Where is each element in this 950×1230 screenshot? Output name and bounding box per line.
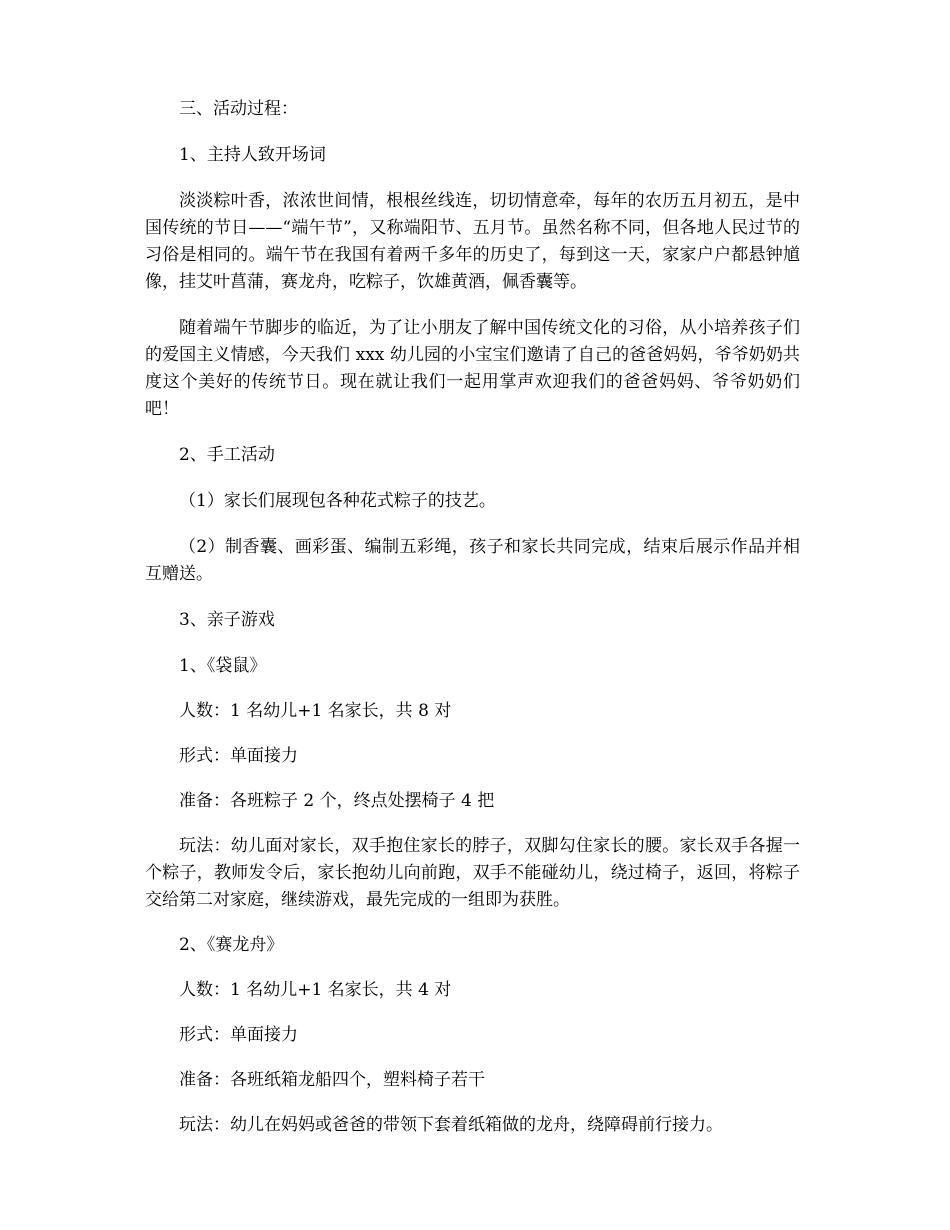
game-detail: 人数：1 名幼儿+1 名家长，共 8 对	[179, 701, 452, 721]
body-paragraph: 随着端午节脚步的临近，为了让小朋友了解中国传统文化的习俗，从小培养孩子们的爱国主义情感，今天我们 xxx 幼儿园的小宝宝们邀请了自己的爸爸妈妈，爷爷奶奶共度这个美好的传统节日。现在就让我们一起用掌声欢迎我们的爸爸妈妈、爷爷奶奶们吧！	[145, 318, 800, 419]
body-paragraph: 淡淡粽叶香，浓浓世间情，根根丝线连，切切情意牵，每年的农历五月初五，是中国传统的节日——“端午节”，又称端阳节、五月节。虽然名称不同，但各地人民过节的习俗是相同的。端午节在我国有着两千多年的历史了，每到这一天，家家户户都悬钟馗像，挂艾叶菖蒲，赛龙舟，吃粽子，饮雄黄酒，佩香囊等。	[145, 191, 800, 292]
subsection-heading: 3、亲子游戏	[179, 610, 275, 630]
game-detail: 形式：单面接力	[179, 746, 298, 766]
game-detail: 形式：单面接力	[179, 1025, 298, 1045]
game-detail: 准备：各班粽子 2 个，终点处摆椅子 4 把	[179, 791, 495, 811]
game-detail: 准备：各班纸箱龙船四个，塑料椅子若干	[179, 1070, 485, 1090]
game-rules: 玩法：幼儿在妈妈或爸爸的带领下套着纸箱做的龙舟，绕障碍前行接力。	[179, 1115, 723, 1135]
game-title: 1、《袋鼠》	[179, 656, 267, 676]
subsection-heading: 2、手工活动	[179, 445, 275, 465]
game-detail: 人数：1 名幼儿+1 名家长，共 4 对	[179, 980, 452, 1000]
game-rules: 玩法：幼儿面对家长，双手抱住家长的脖子，双脚勾住家长的腰。家长双手各握一个粽子，教师发令后，家长抱幼儿向前跑，双手不能碰幼儿，绕过椅子，返回，将粽子交给第二对家庭，继续游戏，最先完成的一组即为获胜。	[145, 836, 800, 910]
subsection-heading: 1、主持人致开场词	[179, 145, 326, 165]
list-item: （1）家长们展现包各种花式粽子的技艺。	[179, 491, 496, 511]
game-title: 2、《赛龙舟》	[179, 935, 284, 955]
list-item: （2）制香囊、画彩蛋、编制五彩绳，孩子和家长共同完成，结束后展示作品并相互赠送。	[145, 537, 800, 584]
section-heading: 三、活动过程：	[179, 99, 298, 119]
